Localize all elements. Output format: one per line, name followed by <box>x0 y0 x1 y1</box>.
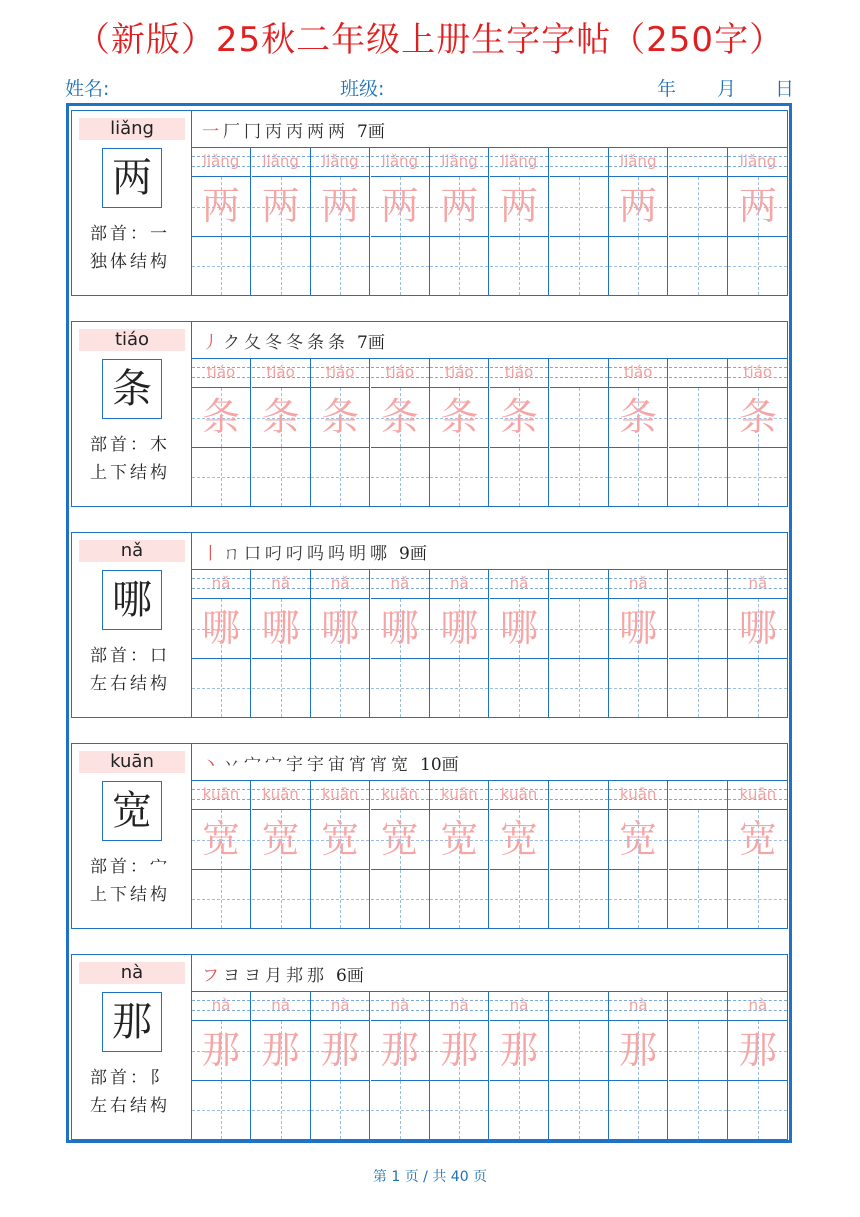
pinyin-cell[interactable] <box>490 359 549 387</box>
practice-block <box>71 110 788 296</box>
stroke-count: 6画 <box>336 966 364 986</box>
tian-grid-cell[interactable] <box>490 387 549 447</box>
trace-pinyin: tiáo <box>266 363 295 381</box>
tian-grid-cell[interactable] <box>728 598 787 658</box>
trace-pinyin: kuān <box>202 785 240 803</box>
trace-pinyin: nà <box>271 996 290 1014</box>
tian-grid-cell[interactable] <box>669 809 728 869</box>
pinyin-label: nà <box>79 962 185 984</box>
trace-character: 哪 <box>499 606 538 650</box>
trace-character: 两 <box>738 184 777 228</box>
pinyin-cell[interactable] <box>371 570 430 598</box>
stroke-count: 10画 <box>420 755 459 775</box>
pinyin-cell[interactable] <box>609 781 668 809</box>
tian-grid-cell[interactable] <box>371 176 430 236</box>
first-stroke: 一 <box>202 122 223 142</box>
trace-character: 两 <box>499 184 538 228</box>
pinyin-label: liǎng <box>79 118 185 140</box>
stroke-sequence: ㄇ口叼叼吗吗明哪 <box>223 544 391 564</box>
pinyin-cell[interactable] <box>728 781 787 809</box>
trace-pinyin: nà <box>330 996 350 1014</box>
trace-character: 那 <box>619 1028 658 1072</box>
radical-label: 部首：宀 <box>90 857 170 877</box>
practice-block <box>71 321 788 507</box>
tian-grid-cell-empty[interactable] <box>311 869 370 928</box>
trace-character: 那 <box>738 1028 777 1072</box>
trace-pinyin: tiáo <box>504 363 534 381</box>
tian-grid-cell-empty[interactable] <box>490 1080 549 1139</box>
tian-grid-cell[interactable] <box>252 387 311 447</box>
tian-grid-cell[interactable] <box>371 598 430 658</box>
tian-grid-cell-empty[interactable] <box>728 869 787 928</box>
tian-grid-cell[interactable] <box>609 1020 668 1080</box>
trace-character: 条 <box>440 395 479 439</box>
trace-pinyin: nǎ <box>330 574 350 592</box>
tian-grid-cell-empty[interactable] <box>728 1080 787 1139</box>
practice-block <box>71 954 788 1140</box>
stroke-sequence: ク夂冬冬条条 <box>223 333 349 353</box>
pinyin-cell[interactable] <box>252 570 311 598</box>
trace-pinyin: liǎng <box>500 152 538 170</box>
tian-grid-cell-empty[interactable] <box>371 658 430 717</box>
tian-grid-cell[interactable] <box>252 598 311 658</box>
page-footer: 第 1 页 / 共 40 页 <box>372 1169 488 1185</box>
tian-grid-cell[interactable] <box>550 387 609 447</box>
trace-character: 两 <box>440 184 479 228</box>
tian-grid-cell-empty[interactable] <box>192 869 251 928</box>
pinyin-cell[interactable] <box>311 570 370 598</box>
tian-grid-cell-empty[interactable] <box>669 236 728 295</box>
pinyin-cell[interactable] <box>192 570 251 598</box>
pinyin-cell[interactable] <box>550 148 609 176</box>
tian-grid-cell[interactable] <box>430 1020 489 1080</box>
tian-grid-cell[interactable] <box>311 176 370 236</box>
tian-grid-cell-empty[interactable] <box>252 447 311 506</box>
tian-grid-cell-empty[interactable] <box>252 869 311 928</box>
trace-pinyin: nà <box>390 996 410 1014</box>
tian-grid-cell-empty[interactable] <box>550 1080 609 1139</box>
trace-character: 条 <box>738 395 777 439</box>
trace-pinyin: liǎng <box>381 152 419 170</box>
pinyin-cell[interactable] <box>430 992 489 1020</box>
tian-grid-cell-empty[interactable] <box>430 1080 489 1139</box>
tian-grid-cell-empty[interactable] <box>609 447 668 506</box>
pinyin-label: kuān <box>79 751 185 773</box>
stroke-count: 9画 <box>399 544 427 564</box>
tian-grid-cell-empty[interactable] <box>430 236 489 295</box>
trace-character: 宽 <box>380 817 419 861</box>
model-character: 两 <box>102 148 162 208</box>
tian-grid-cell-empty[interactable] <box>550 658 609 717</box>
tian-grid-cell[interactable] <box>490 176 549 236</box>
tian-grid-cell[interactable] <box>728 809 787 869</box>
structure-label: 上下结构 <box>90 463 170 483</box>
trace-pinyin: nà <box>509 996 529 1014</box>
first-stroke: 丨 <box>202 544 223 564</box>
pinyin-cell[interactable] <box>669 781 728 809</box>
trace-pinyin: tiáo <box>325 363 355 381</box>
trace-character: 那 <box>440 1028 479 1072</box>
month-label: 月 <box>717 78 737 100</box>
trace-pinyin: tiáo <box>743 363 773 381</box>
tian-grid-cell-empty[interactable] <box>192 236 251 295</box>
pinyin-cell[interactable] <box>669 992 728 1020</box>
trace-pinyin: nǎ <box>748 574 768 592</box>
trace-character: 那 <box>201 1028 240 1072</box>
tian-grid-cell-empty[interactable] <box>311 1080 370 1139</box>
trace-pinyin: nǎ <box>450 574 469 592</box>
pinyin-cell[interactable] <box>430 570 489 598</box>
tian-grid-cell-empty[interactable] <box>311 447 370 506</box>
tian-grid-cell[interactable] <box>669 1020 728 1080</box>
tian-grid-cell-empty[interactable] <box>430 447 489 506</box>
trace-pinyin: nà <box>450 996 469 1014</box>
pinyin-cell[interactable] <box>192 148 251 176</box>
trace-character: 两 <box>619 184 658 228</box>
radical-label: 部首：一 <box>90 224 170 244</box>
trace-pinyin: nǎ <box>271 574 290 592</box>
structure-label: 上下结构 <box>90 885 170 905</box>
pinyin-cell[interactable] <box>609 570 668 598</box>
tian-grid-cell-empty[interactable] <box>430 869 489 928</box>
pinyin-cell[interactable] <box>371 781 430 809</box>
pinyin-cell[interactable] <box>311 359 370 387</box>
pinyin-cell[interactable] <box>252 359 311 387</box>
tian-grid-cell-empty[interactable] <box>550 869 609 928</box>
stroke-order-row <box>192 744 788 781</box>
pinyin-cell[interactable] <box>371 359 430 387</box>
tian-grid-cell[interactable] <box>192 176 251 236</box>
tian-grid-cell[interactable] <box>430 387 489 447</box>
pinyin-cell[interactable] <box>192 359 251 387</box>
char-info-panel <box>72 533 192 717</box>
stroke-sequence: ヨヨ月邦那 <box>223 966 328 986</box>
tian-grid-cell-empty[interactable] <box>371 447 430 506</box>
pinyin-cell[interactable] <box>371 992 430 1020</box>
pinyin-cell[interactable] <box>311 148 370 176</box>
tian-grid-cell[interactable] <box>371 387 430 447</box>
tian-grid-cell-empty[interactable] <box>609 658 668 717</box>
trace-character: 哪 <box>738 606 777 650</box>
pinyin-label: nǎ <box>79 540 185 562</box>
writing-grid <box>192 570 788 717</box>
trace-pinyin: liǎng <box>262 152 299 170</box>
trace-character: 两 <box>201 184 240 228</box>
tian-grid-cell[interactable] <box>371 1020 430 1080</box>
trace-pinyin: kuān <box>321 785 359 803</box>
trace-character: 哪 <box>261 606 300 650</box>
pinyin-cell[interactable] <box>728 359 787 387</box>
pinyin-cell[interactable] <box>669 148 728 176</box>
trace-pinyin: liǎng <box>202 152 240 170</box>
trace-pinyin: liǎng <box>441 152 478 170</box>
tian-grid-cell[interactable] <box>669 176 728 236</box>
trace-character: 两 <box>321 184 360 228</box>
structure-label: 左右结构 <box>90 674 170 694</box>
radical-label: 部首：木 <box>90 435 170 455</box>
trace-pinyin: tiáo <box>623 363 653 381</box>
trace-character: 哪 <box>440 606 479 650</box>
tian-grid-cell-empty[interactable] <box>252 1080 311 1139</box>
tian-grid-cell-empty[interactable] <box>371 236 430 295</box>
stroke-order-row <box>192 533 788 570</box>
tian-grid-cell[interactable] <box>490 1020 549 1080</box>
stroke-order-row <box>192 322 788 359</box>
stroke-sequence: 丷宀宀宇宇宙宵宵宽 <box>223 755 412 775</box>
tian-grid-cell[interactable] <box>430 809 489 869</box>
trace-character: 宽 <box>619 817 658 861</box>
trace-pinyin: liǎng <box>321 152 359 170</box>
pinyin-cell[interactable] <box>371 148 430 176</box>
trace-pinyin: kuān <box>739 785 777 803</box>
trace-character: 两 <box>380 184 419 228</box>
stroke-count: 7画 <box>357 122 385 142</box>
pinyin-cell[interactable] <box>192 992 251 1020</box>
tian-grid-cell-empty[interactable] <box>371 869 430 928</box>
trace-character: 宽 <box>261 817 300 861</box>
trace-character: 条 <box>619 395 658 439</box>
tian-grid-cell-empty[interactable] <box>371 1080 430 1139</box>
pinyin-cell[interactable] <box>430 359 489 387</box>
pinyin-cell[interactable] <box>728 992 787 1020</box>
tian-grid-cell-empty[interactable] <box>490 869 549 928</box>
pinyin-cell[interactable] <box>728 148 787 176</box>
practice-block <box>71 743 788 929</box>
pinyin-cell[interactable] <box>252 781 311 809</box>
tian-grid-cell[interactable] <box>490 809 549 869</box>
trace-pinyin: nǎ <box>390 574 410 592</box>
pinyin-cell[interactable] <box>669 570 728 598</box>
pinyin-cell[interactable] <box>550 570 609 598</box>
writing-grid <box>192 781 788 928</box>
tian-grid-cell-empty[interactable] <box>550 447 609 506</box>
tian-grid-cell[interactable] <box>669 598 728 658</box>
tian-grid-cell[interactable] <box>609 387 668 447</box>
trace-pinyin: kuān <box>381 785 419 803</box>
trace-character: 条 <box>499 395 538 439</box>
trace-character: 哪 <box>380 606 419 650</box>
trace-pinyin: nǎ <box>628 574 648 592</box>
pinyin-cell[interactable] <box>550 359 609 387</box>
writing-grid <box>192 992 788 1139</box>
tian-grid-cell-empty[interactable] <box>669 1080 728 1139</box>
tian-grid-cell[interactable] <box>550 598 609 658</box>
practice-block <box>71 532 788 718</box>
pinyin-cell[interactable] <box>252 148 311 176</box>
pinyin-cell[interactable] <box>490 992 549 1020</box>
trace-pinyin: nà <box>628 996 648 1014</box>
model-character: 哪 <box>102 570 162 630</box>
trace-pinyin: kuān <box>619 785 657 803</box>
pinyin-cell[interactable] <box>490 570 549 598</box>
tian-grid-cell[interactable] <box>311 387 370 447</box>
model-character: 条 <box>102 359 162 419</box>
trace-pinyin: nà <box>748 996 768 1014</box>
trace-character: 宽 <box>738 817 777 861</box>
trace-character: 宽 <box>201 817 240 861</box>
pinyin-cell[interactable] <box>550 992 609 1020</box>
tian-grid-cell-empty[interactable] <box>728 658 787 717</box>
trace-pinyin: nǎ <box>211 574 231 592</box>
stroke-order-row <box>192 955 788 992</box>
trace-pinyin: tiáo <box>445 363 474 381</box>
pinyin-cell[interactable] <box>609 992 668 1020</box>
char-info-panel <box>72 744 192 928</box>
writing-grid <box>192 148 788 295</box>
pinyin-cell[interactable] <box>669 359 728 387</box>
trace-character: 条 <box>321 395 360 439</box>
pinyin-cell[interactable] <box>550 781 609 809</box>
tian-grid-cell[interactable] <box>609 176 668 236</box>
tian-grid-cell-empty[interactable] <box>669 447 728 506</box>
tian-grid-cell-empty[interactable] <box>192 447 251 506</box>
trace-pinyin: kuān <box>262 785 299 803</box>
tian-grid-cell-empty[interactable] <box>490 236 549 295</box>
trace-pinyin: kuān <box>500 785 538 803</box>
tian-grid-cell[interactable] <box>311 598 370 658</box>
tian-grid-cell[interactable] <box>550 1020 609 1080</box>
tian-grid-cell[interactable] <box>311 1020 370 1080</box>
trace-character: 那 <box>321 1028 360 1072</box>
class-label: 班级: <box>340 78 385 100</box>
tian-grid-cell-empty[interactable] <box>252 658 311 717</box>
stroke-count: 7画 <box>357 333 385 353</box>
tian-grid-cell[interactable] <box>609 809 668 869</box>
pinyin-cell[interactable] <box>252 992 311 1020</box>
structure-label: 左右结构 <box>90 1096 170 1116</box>
writing-grid <box>192 359 788 506</box>
day-label: 日 <box>775 78 795 100</box>
trace-character: 哪 <box>321 606 360 650</box>
pinyin-cell[interactable] <box>311 781 370 809</box>
trace-pinyin: tiáo <box>206 363 236 381</box>
stroke-order-row <box>192 111 788 148</box>
char-info-panel <box>72 322 192 506</box>
trace-character: 条 <box>380 395 419 439</box>
tian-grid-cell[interactable] <box>728 387 787 447</box>
tian-grid-cell[interactable] <box>669 387 728 447</box>
tian-grid-cell[interactable] <box>192 598 251 658</box>
year-label: 年 <box>657 78 677 100</box>
trace-pinyin: liǎng <box>739 152 777 170</box>
pinyin-label: tiáo <box>79 329 185 351</box>
tian-grid-cell-empty[interactable] <box>311 658 370 717</box>
tian-grid-cell-empty[interactable] <box>550 236 609 295</box>
char-info-panel <box>72 111 192 295</box>
pinyin-cell[interactable] <box>490 781 549 809</box>
pinyin-cell[interactable] <box>609 359 668 387</box>
model-character: 那 <box>102 992 162 1052</box>
first-stroke: 丶 <box>202 755 223 775</box>
pinyin-cell[interactable] <box>192 781 251 809</box>
tian-grid-cell[interactable] <box>728 176 787 236</box>
trace-character: 那 <box>380 1028 419 1072</box>
first-stroke: フ <box>202 966 223 986</box>
tian-grid-cell-empty[interactable] <box>311 236 370 295</box>
tian-grid-cell-empty[interactable] <box>192 658 251 717</box>
tian-grid-cell-empty[interactable] <box>609 1080 668 1139</box>
page-title: （新版）25秋二年级上册生字字帖（250字） <box>75 20 785 60</box>
trace-character: 那 <box>261 1028 300 1072</box>
tian-grid-cell-empty[interactable] <box>490 658 549 717</box>
trace-pinyin: nǎ <box>509 574 529 592</box>
trace-pinyin: liǎng <box>619 152 657 170</box>
pinyin-cell[interactable] <box>430 148 489 176</box>
tian-grid-cell-empty[interactable] <box>669 658 728 717</box>
tian-grid-cell[interactable] <box>252 176 311 236</box>
tian-grid-cell[interactable] <box>430 176 489 236</box>
tian-grid-cell-empty[interactable] <box>669 869 728 928</box>
stroke-sequence: 厂冂丙丙两两 <box>223 122 349 142</box>
tian-grid-cell-empty[interactable] <box>728 447 787 506</box>
trace-character: 宽 <box>321 817 360 861</box>
pinyin-cell[interactable] <box>311 992 370 1020</box>
first-stroke: 丿 <box>202 333 223 353</box>
trace-character: 那 <box>499 1028 538 1072</box>
tian-grid-cell[interactable] <box>490 598 549 658</box>
tian-grid-cell-empty[interactable] <box>252 236 311 295</box>
char-info-panel <box>72 955 192 1139</box>
pinyin-cell[interactable] <box>430 781 489 809</box>
tian-grid-cell[interactable] <box>252 809 311 869</box>
tian-grid-cell-empty[interactable] <box>430 658 489 717</box>
structure-label: 独体结构 <box>90 252 170 272</box>
tian-grid-cell[interactable] <box>192 809 251 869</box>
tian-grid-cell[interactable] <box>430 598 489 658</box>
tian-grid-cell-empty[interactable] <box>728 236 787 295</box>
radical-label: 部首：阝 <box>90 1068 170 1088</box>
tian-grid-cell[interactable] <box>609 598 668 658</box>
tian-grid-cell-empty[interactable] <box>609 236 668 295</box>
tian-grid-cell[interactable] <box>371 809 430 869</box>
trace-character: 宽 <box>440 817 479 861</box>
trace-character: 哪 <box>619 606 658 650</box>
pinyin-cell[interactable] <box>609 148 668 176</box>
tian-grid-cell[interactable] <box>550 176 609 236</box>
tian-grid-cell[interactable] <box>311 809 370 869</box>
radical-label: 部首：口 <box>90 646 170 666</box>
model-character: 宽 <box>102 781 162 841</box>
pinyin-cell[interactable] <box>728 570 787 598</box>
trace-pinyin: nà <box>211 996 231 1014</box>
trace-pinyin: kuān <box>441 785 478 803</box>
tian-grid-cell-empty[interactable] <box>192 1080 251 1139</box>
tian-grid-cell-empty[interactable] <box>490 447 549 506</box>
tian-grid-cell-empty[interactable] <box>609 869 668 928</box>
trace-character: 宽 <box>499 817 538 861</box>
tian-grid-cell[interactable] <box>728 1020 787 1080</box>
name-label: 姓名: <box>65 78 110 100</box>
trace-character: 条 <box>201 395 240 439</box>
trace-character: 两 <box>261 184 300 228</box>
trace-pinyin: tiáo <box>385 363 414 381</box>
tian-grid-cell[interactable] <box>192 1020 251 1080</box>
pinyin-cell[interactable] <box>490 148 549 176</box>
tian-grid-cell[interactable] <box>252 1020 311 1080</box>
trace-character: 条 <box>261 395 300 439</box>
tian-grid-cell[interactable] <box>550 809 609 869</box>
trace-character: 哪 <box>201 606 240 650</box>
tian-grid-cell[interactable] <box>192 387 251 447</box>
